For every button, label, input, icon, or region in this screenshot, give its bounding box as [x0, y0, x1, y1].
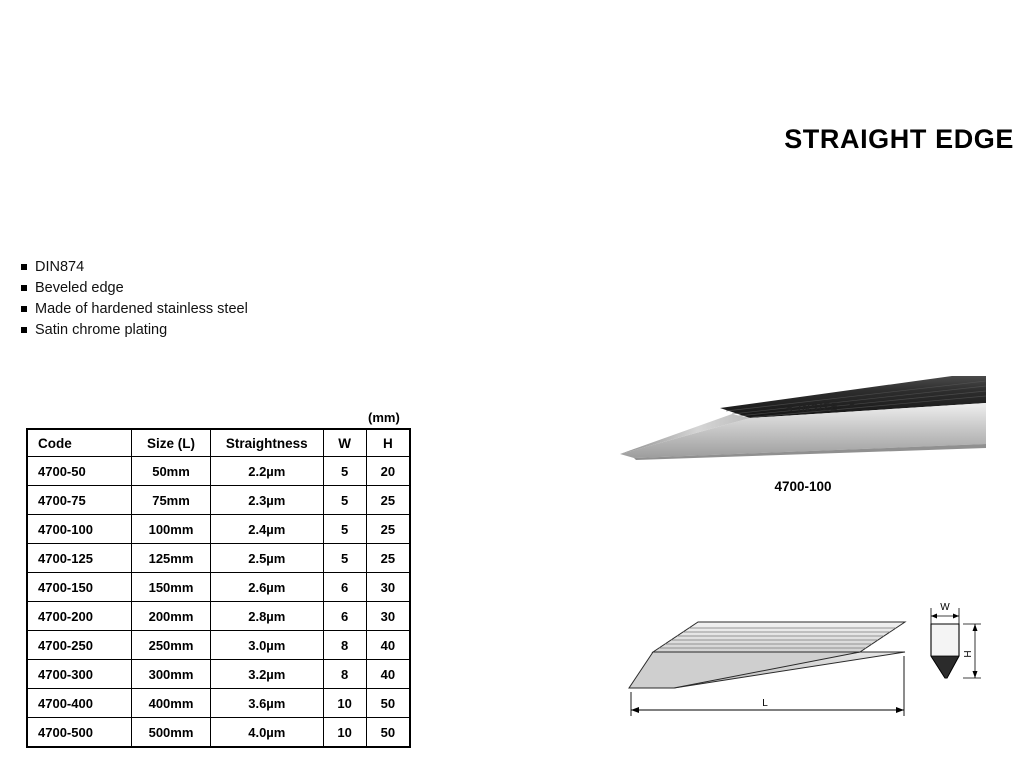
cell-straightness: 2.5µm [211, 544, 323, 573]
table-row [28, 631, 410, 660]
dimension-label-length: L [762, 698, 768, 709]
table-row [28, 486, 410, 515]
cell-h: 40 [366, 631, 409, 660]
cell-w: 8 [323, 631, 366, 660]
column-header-h: H [366, 430, 409, 457]
column-header-code: Code [28, 430, 132, 457]
cell-w: 5 [323, 544, 366, 573]
feature-text: Beveled edge [35, 280, 124, 296]
cell-size: 500mm [131, 718, 210, 747]
cell-straightness: 2.8µm [211, 602, 323, 631]
table-row [28, 573, 410, 602]
bullet-icon [21, 306, 27, 312]
table-unit-note: (mm) [368, 410, 400, 425]
table-row [28, 689, 410, 718]
cell-size: 125mm [131, 544, 210, 573]
cell-code: 4700-200 [28, 602, 132, 631]
product-photo-caption: 4700-100 [774, 479, 832, 494]
bullet-icon [21, 327, 27, 333]
spec-table-container [26, 428, 411, 748]
column-header-straightness: Straightness [211, 430, 323, 457]
table-row [28, 602, 410, 631]
column-header-w: W [323, 430, 366, 457]
cell-w: 8 [323, 660, 366, 689]
table-row [28, 660, 410, 689]
cell-h: 50 [366, 689, 409, 718]
cell-straightness: 2.4µm [211, 515, 323, 544]
cell-code: 4700-400 [28, 689, 132, 718]
cell-straightness: 2.6µm [211, 573, 323, 602]
list-item [21, 299, 361, 320]
list-item [21, 320, 361, 341]
feature-text: DIN874 [35, 259, 85, 275]
cell-size: 300mm [131, 660, 210, 689]
cell-straightness: 3.0µm [211, 631, 323, 660]
table-row [28, 718, 410, 747]
cell-size: 250mm [131, 631, 210, 660]
cell-size: 400mm [131, 689, 210, 718]
cell-code: 4700-50 [28, 457, 132, 486]
feature-text: Satin chrome plating [35, 322, 168, 338]
table-row [28, 544, 410, 573]
table-header-row [28, 430, 410, 457]
cell-h: 25 [366, 544, 409, 573]
product-photo [620, 356, 986, 466]
cell-w: 5 [323, 486, 366, 515]
cell-size: 100mm [131, 515, 210, 544]
cell-code: 4700-75 [28, 486, 132, 515]
page-title: STRAIGHT EDGE [784, 124, 1014, 154]
list-item [21, 257, 361, 278]
cell-code: 4700-250 [28, 631, 132, 660]
cell-straightness: 2.3µm [211, 486, 323, 515]
cell-code: 4700-150 [28, 573, 132, 602]
cell-straightness: 2.2µm [211, 457, 323, 486]
cell-size: 50mm [131, 457, 210, 486]
cell-h: 30 [366, 573, 409, 602]
list-item [21, 278, 361, 299]
dimension-label-width: W [940, 602, 950, 613]
cell-code: 4700-500 [28, 718, 132, 747]
cell-w: 10 [323, 718, 366, 747]
cell-h: 25 [366, 515, 409, 544]
cell-straightness: 3.2µm [211, 660, 323, 689]
cell-size: 150mm [131, 573, 210, 602]
cell-h: 40 [366, 660, 409, 689]
cell-w: 5 [323, 515, 366, 544]
cell-h: 20 [366, 457, 409, 486]
cell-straightness: 4.0µm [211, 718, 323, 747]
cell-w: 10 [323, 689, 366, 718]
brand-mark-text: INSIZE [797, 400, 840, 415]
cell-h: 50 [366, 718, 409, 747]
cell-w: 6 [323, 573, 366, 602]
technical-drawing [615, 600, 1005, 735]
column-header-size: Size (L) [131, 430, 210, 457]
table-row [28, 515, 410, 544]
cell-w: 5 [323, 457, 366, 486]
table-row [28, 457, 410, 486]
cell-size: 200mm [131, 602, 210, 631]
cell-h: 25 [366, 486, 409, 515]
cell-w: 6 [323, 602, 366, 631]
cell-code: 4700-300 [28, 660, 132, 689]
cell-straightness: 3.6µm [211, 689, 323, 718]
cell-size: 75mm [131, 486, 210, 515]
bullet-icon [21, 264, 27, 270]
cell-code: 4700-125 [28, 544, 132, 573]
dimension-label-height: H [963, 650, 974, 658]
cell-code: 4700-100 [28, 515, 132, 544]
feature-text: Made of hardened stainless steel [35, 301, 248, 317]
bullet-icon [21, 285, 27, 291]
spec-table [27, 429, 410, 747]
cell-h: 30 [366, 602, 409, 631]
feature-list [21, 257, 361, 341]
